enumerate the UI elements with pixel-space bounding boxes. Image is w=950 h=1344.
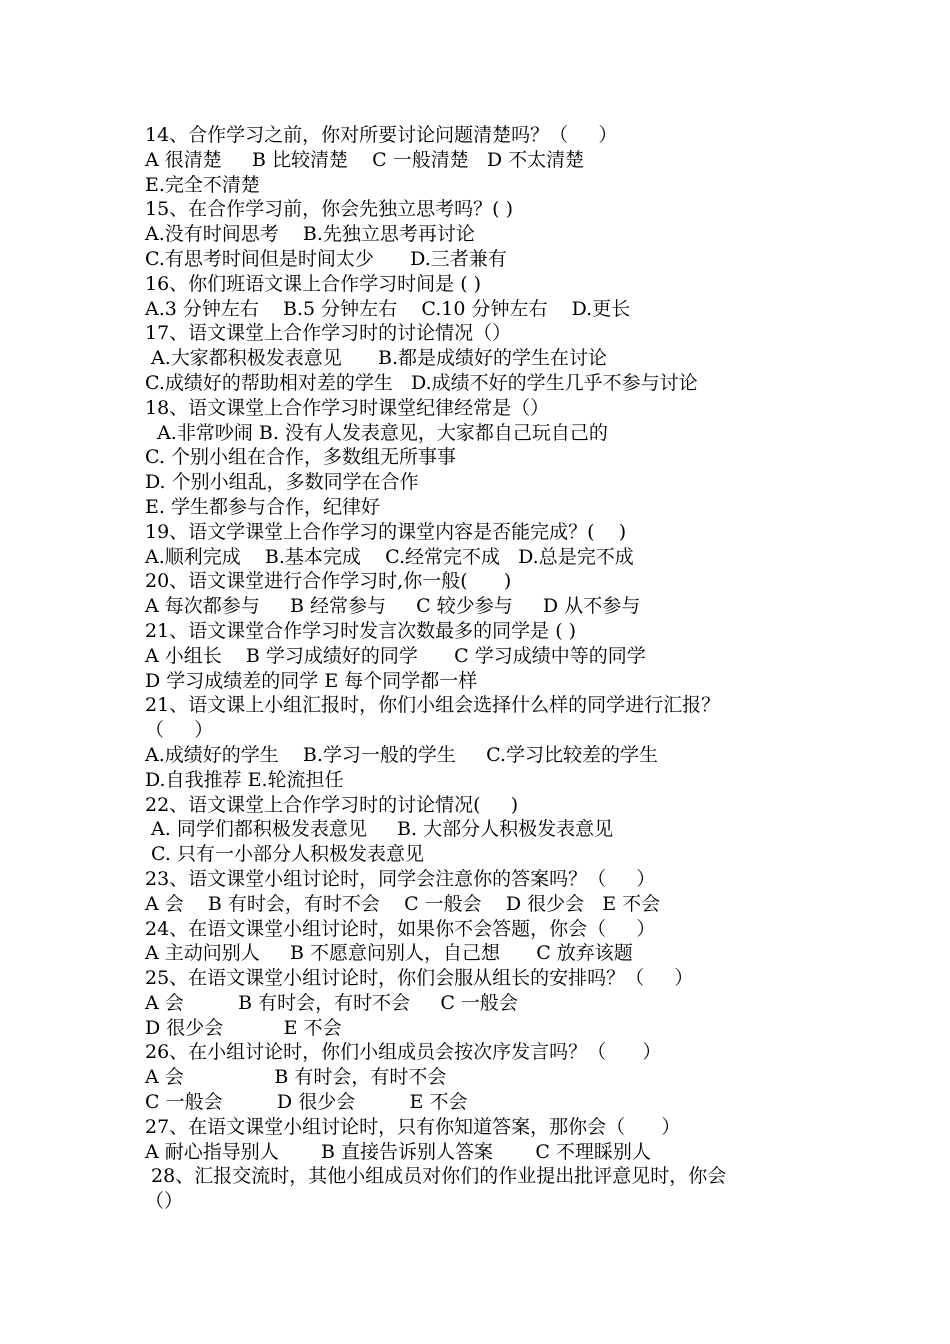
question-15: 15、在合作学习前，你会先独立思考吗？( ) bbox=[145, 198, 514, 221]
question-17: 17、语文课堂上合作学习时的讨论情况（） bbox=[145, 322, 512, 345]
question-27: 27、在语文课堂小组讨论时，只有你知道答案，那你会（ ） bbox=[145, 1115, 681, 1138]
question-14: 14、合作学习之前，你对所要讨论问题清楚吗？（ ） bbox=[145, 124, 618, 146]
question-15-options-cont: C.有思考时间但是时间太少 D.三者兼有 bbox=[145, 247, 507, 270]
question-22: 22、语文课堂上合作学习时的讨论情况( ) bbox=[145, 793, 519, 816]
question-25-options-cont: D 很少会 E 不会 bbox=[145, 1016, 342, 1039]
question-28-blank: （） bbox=[145, 1190, 184, 1213]
question-21b: 21、语文课上小组汇报时，你们小组会选择什么样的同学进行汇报？ bbox=[145, 694, 721, 717]
question-18: 18、语文课堂上合作学习时课堂纪律经常是（） bbox=[145, 396, 550, 419]
question-19: 19、语文学课堂上合作学习的课堂内容是否能完成？( ) bbox=[145, 520, 627, 543]
question-18-option-ab: A.非常吵闹 B. 没有人发表意见，大家都自己玩自己的 bbox=[145, 421, 608, 444]
question-28: 28、汇报交流时，其他小组成员对你们的作业提出批评意见时，你会 bbox=[145, 1165, 727, 1188]
question-22-options: A. 同学们都积极发表意见 B. 大部分人积极发表意见 bbox=[145, 818, 614, 841]
question-25: 25、在语文课堂小组讨论时，你们会服从组长的安排吗？（ ） bbox=[145, 967, 694, 990]
question-23-options: A 会 B 有时会，有时不会 C 一般会 D 很少会 E 不会 bbox=[145, 892, 661, 915]
question-24-options: A 主动问别人 B 不愿意问别人，自己想 C 放弃该题 bbox=[145, 942, 633, 965]
question-19-options: A.顺利完成 B.基本完成 C.经常完不成 D.总是完不成 bbox=[145, 545, 634, 568]
question-18-option-c: C. 个别小组在合作，多数组无所事事 bbox=[145, 446, 456, 469]
question-14-options: A 很清楚 B 比较清楚 C 一般清楚 D 不太清楚 bbox=[145, 148, 585, 171]
question-20-options: A 每次都参与 B 经常参与 C 较少参与 D 从不参与 bbox=[145, 595, 641, 618]
question-14-options-cont: E.完全不清楚 bbox=[145, 173, 260, 196]
questionnaire-text bbox=[145, 123, 825, 1214]
question-16-options: A.3 分钟左右 B.5 分钟左右 C.10 分钟左右 D.更长 bbox=[145, 297, 631, 320]
question-26-options-cont: C 一般会 D 很少会 E 不会 bbox=[145, 1091, 468, 1114]
question-21a-options-cont: D 学习成绩差的同学 E 每个同学都一样 bbox=[145, 669, 478, 692]
question-18-option-d: D. 个别小组乱，多数同学在合作 bbox=[145, 471, 419, 494]
question-27-options: A 耐心指导别人 B 直接告诉别人答案 C 不理睬别人 bbox=[145, 1140, 651, 1163]
question-18-option-e: E. 学生都参与合作，纪律好 bbox=[145, 495, 380, 518]
question-23: 23、语文课堂小组讨论时，同学会注意你的答案吗？（ ） bbox=[145, 867, 656, 890]
question-24: 24、在语文课堂小组讨论时，如果你不会答题，你会（ ） bbox=[145, 917, 656, 940]
question-20: 20、语文课堂进行合作学习时,你一般( ) bbox=[145, 570, 512, 593]
question-25-options: A 会 B 有时会，有时不会 C 一般会 bbox=[145, 991, 518, 1014]
question-21b-blank: （ ） bbox=[145, 719, 214, 742]
question-21a-options: A 小组长 B 学习成绩好的同学 C 学习成绩中等的同学 bbox=[145, 644, 646, 667]
question-21a: 21、语文课堂合作学习时发言次数最多的同学是 ( ) bbox=[145, 619, 577, 642]
question-17-options-cont: C.成绩好的帮助相对差的学生 D.成绩不好的学生几乎不参与讨论 bbox=[145, 371, 698, 394]
question-21b-options-cont: D.自我推荐 E.轮流担任 bbox=[145, 768, 344, 791]
question-26-options: A 会 B 有时会，有时不会 bbox=[145, 1066, 447, 1089]
question-16: 16、你们班语文课上合作学习时间是 ( ) bbox=[145, 272, 482, 295]
question-17-options: A.大家都积极发表意见 B.都是成绩好的学生在讨论 bbox=[145, 347, 608, 370]
question-15-options: A.没有时间思考 B.先独立思考再讨论 bbox=[145, 223, 475, 246]
question-21b-options: A.成绩好的学生 B.学习一般的学生 C.学习比较差的学生 bbox=[145, 743, 659, 766]
question-26: 26、在小组讨论时，你们小组成员会按次序发言吗？（ ） bbox=[145, 1041, 662, 1064]
question-22-options-cont: C. 只有一小部分人积极发表意见 bbox=[145, 843, 424, 866]
